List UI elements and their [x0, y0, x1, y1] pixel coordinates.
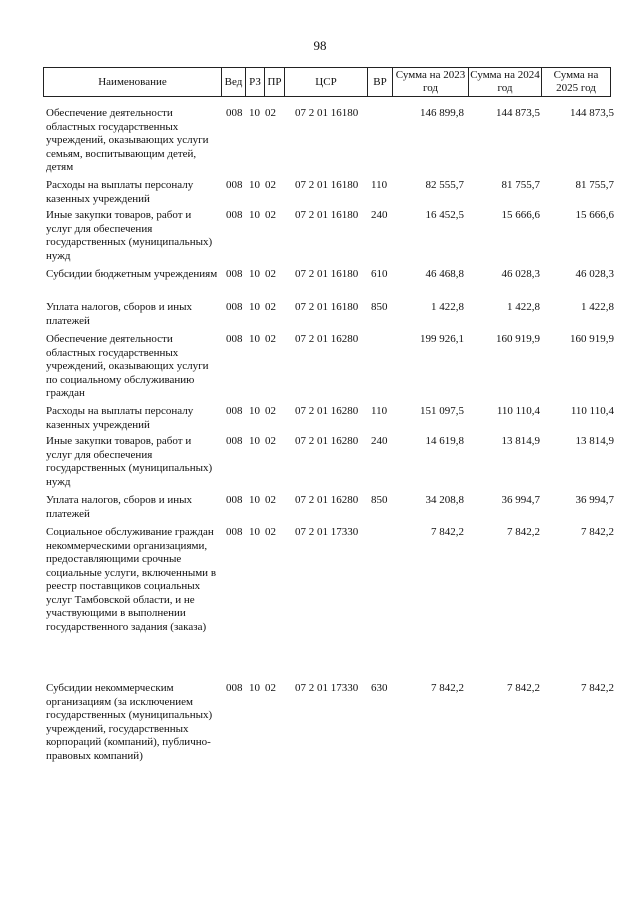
- cell-ved: 008: [226, 268, 243, 280]
- cell-ved: 008: [226, 179, 243, 191]
- cell-s2023: 82 555,7: [425, 179, 464, 191]
- cell-name: Субсидии некоммерческим организациям (за исключением государственных (муниципальных) учреждений, государственных корпораций (компаний), публично-правовых компаний): [46, 682, 213, 762]
- cell-s2023: 46 468,8: [425, 268, 464, 280]
- cell-vr: 850: [371, 494, 388, 506]
- header-pr: ПР: [264, 67, 284, 97]
- cell-ved: 008: [226, 301, 243, 313]
- cell-name: Обеспечение деятельности областных государственных учреждений, оказывающих услуги семьям, воспитывающим детей, детям: [46, 107, 209, 173]
- cell-s2024: 7 842,2: [507, 526, 540, 538]
- header-name: Наименование: [43, 67, 221, 97]
- cell-rz: 10: [249, 435, 260, 447]
- cell-name: Иные закупки товаров, работ и услуг для обеспечения государственных (муниципальных) нужд: [46, 435, 213, 488]
- cell-s2023: 14 619,8: [425, 435, 464, 447]
- cell-s2024: 46 028,3: [501, 268, 540, 280]
- cell-s2025: 110 110,4: [570, 405, 614, 417]
- cell-pr: 02: [265, 494, 276, 506]
- cell-pr: 02: [265, 301, 276, 313]
- header-vr: ВР: [367, 67, 392, 97]
- cell-name: Расходы на выплаты персоналу казенных учреждений: [46, 405, 194, 431]
- page-number: 98: [313, 38, 327, 53]
- cell-s2023: 34 208,8: [425, 494, 464, 506]
- cell-vr: 240: [371, 209, 388, 221]
- cell-vr: 110: [371, 179, 388, 191]
- cell-s2025: 7 842,2: [581, 526, 614, 538]
- cell-rz: 10: [249, 179, 260, 191]
- cell-s2023: 199 926,1: [420, 333, 464, 345]
- cell-rz: 10: [249, 333, 260, 345]
- header-sum-2024: Сумма на 2024 год: [468, 67, 541, 97]
- cell-pr: 02: [265, 333, 276, 345]
- cell-ved: 008: [226, 209, 243, 221]
- cell-s2023: 7 842,2: [431, 526, 464, 538]
- cell-pr: 02: [265, 107, 276, 119]
- cell-rz: 10: [249, 405, 260, 417]
- cell-s2023: 16 452,5: [425, 209, 464, 221]
- cell-csr: 07 2 01 16280: [295, 494, 359, 506]
- cell-s2024: 1 422,8: [507, 301, 540, 313]
- cell-rz: 10: [249, 301, 260, 313]
- cell-name: Расходы на выплаты персоналу казенных учреждений: [46, 179, 194, 205]
- cell-s2024: 110 110,4: [496, 405, 540, 417]
- cell-rz: 10: [249, 209, 260, 221]
- cell-s2024: 144 873,5: [496, 107, 540, 119]
- header-sum-2023: Сумма на 2023 год: [392, 67, 468, 97]
- cell-pr: 02: [265, 268, 276, 280]
- cell-s2024: 36 994,7: [501, 494, 540, 506]
- cell-vr: 610: [371, 268, 388, 280]
- cell-s2025: 1 422,8: [581, 301, 614, 313]
- cell-ved: 008: [226, 526, 243, 538]
- cell-vr: 240: [371, 435, 388, 447]
- cell-pr: 02: [265, 435, 276, 447]
- cell-csr: 07 2 01 17330: [295, 526, 359, 538]
- cell-s2024: 81 755,7: [501, 179, 540, 191]
- cell-csr: 07 2 01 16180: [295, 209, 359, 221]
- header-ved: Вед: [221, 67, 245, 97]
- cell-vr: 850: [371, 301, 388, 313]
- cell-csr: 07 2 01 16180: [295, 179, 359, 191]
- cell-csr: 07 2 01 16180: [295, 107, 359, 119]
- cell-s2023: 151 097,5: [420, 405, 464, 417]
- cell-ved: 008: [226, 333, 243, 345]
- cell-s2025: 160 919,9: [570, 333, 614, 345]
- cell-s2024: 13 814,9: [501, 435, 540, 447]
- cell-rz: 10: [249, 494, 260, 506]
- cell-csr: 07 2 01 16280: [295, 405, 359, 417]
- cell-s2025: 46 028,3: [575, 268, 614, 280]
- cell-csr: 07 2 01 16180: [295, 301, 359, 313]
- cell-rz: 10: [249, 107, 260, 119]
- cell-rz: 10: [249, 268, 260, 280]
- cell-s2024: 15 666,6: [501, 209, 540, 221]
- cell-name: Уплата налогов, сборов и иных платежей: [46, 301, 193, 327]
- cell-rz: 10: [249, 682, 260, 694]
- cell-ved: 008: [226, 405, 243, 417]
- cell-s2024: 7 842,2: [507, 682, 540, 694]
- cell-vr: 630: [371, 682, 388, 694]
- cell-ved: 008: [226, 494, 243, 506]
- cell-s2025: 36 994,7: [575, 494, 614, 506]
- cell-pr: 02: [265, 179, 276, 191]
- cell-csr: 07 2 01 16180: [295, 268, 359, 280]
- cell-pr: 02: [265, 682, 276, 694]
- cell-csr: 07 2 01 17330: [295, 682, 359, 694]
- cell-s2025: 81 755,7: [575, 179, 614, 191]
- cell-s2025: 7 842,2: [581, 682, 614, 694]
- header-sum-2025: Сумма на 2025 год: [541, 67, 611, 97]
- cell-name: Социальное обслуживание граждан некоммерческими организациями, предоставляющими срочные социальные услуги, включенными в реестр поставщиков социальных услуг Тамбовской области, и не участвующими в выполнении государственного задания (заказа): [46, 526, 217, 633]
- cell-s2025: 15 666,6: [575, 209, 614, 221]
- cell-s2023: 7 842,2: [431, 682, 464, 694]
- cell-ved: 008: [226, 435, 243, 447]
- cell-s2024: 160 919,9: [496, 333, 540, 345]
- cell-pr: 02: [265, 405, 276, 417]
- cell-s2025: 144 873,5: [570, 107, 614, 119]
- header-csr: ЦСР: [284, 67, 367, 97]
- header-rz: РЗ: [245, 67, 264, 97]
- cell-rz: 10: [249, 526, 260, 538]
- cell-ved: 008: [226, 682, 243, 694]
- cell-s2025: 13 814,9: [575, 435, 614, 447]
- cell-ved: 008: [226, 107, 243, 119]
- cell-name: Обеспечение деятельности областных государственных учреждений, оказывающих услуги по социальному обслуживанию граждан: [46, 333, 209, 399]
- cell-pr: 02: [265, 526, 276, 538]
- cell-vr: 110: [371, 405, 388, 417]
- cell-name: Уплата налогов, сборов и иных платежей: [46, 494, 193, 520]
- cell-s2023: 1 422,8: [431, 301, 464, 313]
- cell-csr: 07 2 01 16280: [295, 333, 359, 345]
- cell-name: Иные закупки товаров, работ и услуг для обеспечения государственных (муниципальных) нужд: [46, 209, 213, 262]
- cell-pr: 02: [265, 209, 276, 221]
- cell-csr: 07 2 01 16280: [295, 435, 359, 447]
- cell-s2023: 146 899,8: [420, 107, 464, 119]
- cell-name: Субсидии бюджетным учреждениям: [46, 268, 218, 280]
